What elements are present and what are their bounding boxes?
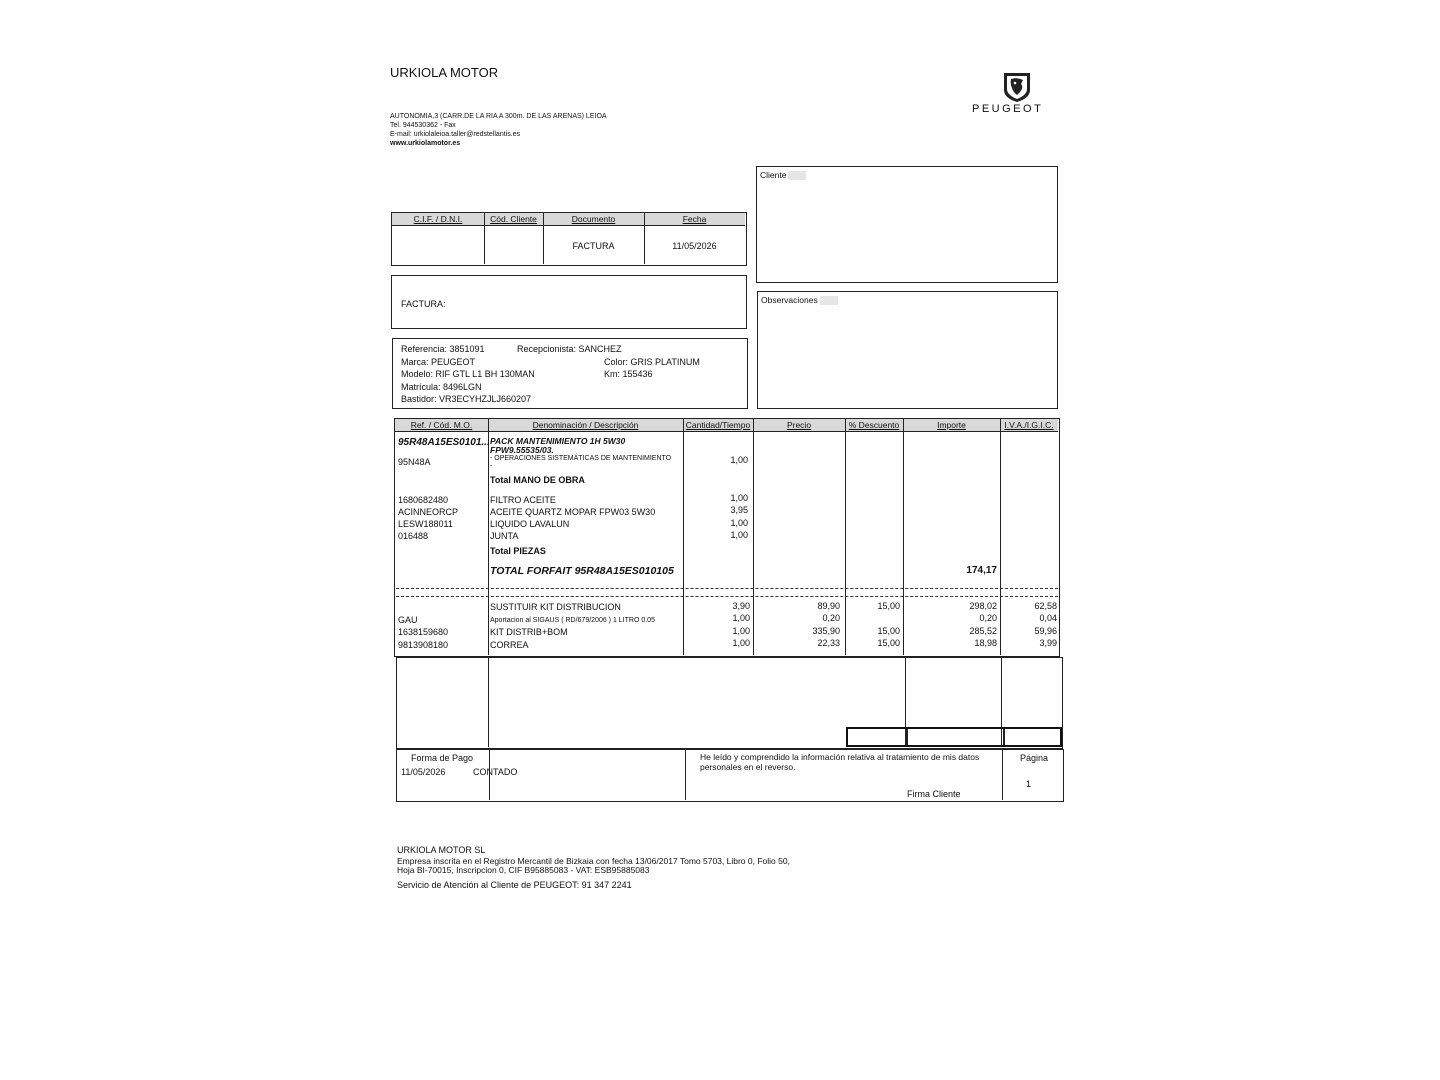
- observaciones-box: [757, 291, 1058, 409]
- legal-registry-line1: Empresa inscrita en el Registro Mercantil de Bizkaia con fecha 13/06/2017 Tomo 5703, Libro 0, Folio 50,: [397, 856, 790, 866]
- cliente-box: [756, 166, 1058, 283]
- item-importe: 18,98: [974, 638, 997, 648]
- item-precio: 0,20: [822, 613, 840, 623]
- redacted-mark: [820, 296, 838, 305]
- company-address: AUTONOMIA,3 (CARR.DE LA RIA A 300m. DE LAS ARENAS) LEIOA: [390, 113, 607, 120]
- separator: [396, 596, 1058, 597]
- item-importe: 285,52: [969, 626, 997, 636]
- document-header-table: [391, 212, 747, 266]
- pack-ref: 95R48A15ES0101...: [398, 437, 490, 448]
- mo-description: - OPERACIONES SISTEMÁTICAS DE MANTENIMIENTO: [490, 455, 672, 462]
- vehicle-marca: Marca: PEUGEOT: [401, 357, 476, 367]
- header-documento: Documento: [543, 213, 644, 226]
- header-cif: C.I.F. / D.N.I.: [392, 213, 484, 226]
- item-precio: 22,33: [817, 638, 840, 648]
- observaciones-label: Observaciones: [761, 295, 818, 305]
- vehicle-box: [392, 338, 748, 409]
- col-header-ref: Ref. / Cód. M.O.: [395, 419, 488, 432]
- cliente-label: Cliente: [760, 170, 787, 180]
- privacy-notice: He leído y comprendido la información relativa al tratamiento de mis datos personales en el reverso.: [700, 752, 980, 772]
- part-ref: ACINNEORCP: [398, 507, 459, 517]
- item-importe: 0,20: [979, 613, 997, 623]
- part-description: JUNTA: [490, 531, 519, 541]
- part-quantity: 1,00: [730, 493, 748, 503]
- item-iva: 0,04: [1039, 613, 1057, 623]
- part-ref: LESW188011: [398, 519, 453, 529]
- company-web: www.urkiolamotor.es: [390, 140, 461, 147]
- header-cod-cliente: Cód. Cliente: [484, 213, 543, 226]
- total-forfait-amount: 174,17: [966, 565, 997, 576]
- vehicle-referencia: Referencia: 3851091: [401, 344, 485, 354]
- total-forfait: TOTAL FORFAIT 95R48A15ES010105: [490, 565, 674, 577]
- vehicle-matricula: Matrícula: 8496LGN: [401, 382, 482, 392]
- forma-pago-label: Forma de Pago: [411, 753, 474, 763]
- col-header-descuento: % Descuento: [845, 419, 903, 432]
- payment-footer-box: [396, 749, 1064, 802]
- peugeot-lion-shield-icon: [1000, 70, 1034, 104]
- page-number: 1: [1026, 779, 1032, 789]
- document-date: 11/05/2026: [672, 241, 717, 251]
- part-quantity: 3,95: [730, 505, 748, 515]
- company-name: URKIOLA MOTOR: [390, 65, 499, 80]
- company-phone: Tel. 944530362 - Fax: [390, 122, 456, 129]
- item-quantity: 3,90: [732, 601, 750, 611]
- legal-registry-line2: Hoja BI-70015, Inscripcion 0, CIF B95885083 - VAT: ESB95885083: [397, 865, 650, 875]
- legal-company: URKIOLA MOTOR SL: [397, 845, 486, 855]
- part-ref: 016488: [398, 531, 429, 541]
- item-description: Aportacion al SIGAUS ( RD/679/2006 ) 1 LITRO 0.05: [490, 617, 655, 624]
- part-ref: 1680682480: [398, 495, 449, 505]
- item-quantity: 1,00: [732, 613, 750, 623]
- factura-label: FACTURA:: [401, 299, 446, 309]
- pagina-label: Página: [1020, 753, 1049, 763]
- mo-dash: -: [490, 463, 493, 470]
- item-quantity: 1,00: [732, 626, 750, 636]
- mo-ref: 95N48A: [398, 457, 431, 467]
- item-iva: 3,99: [1039, 638, 1057, 648]
- vehicle-color: Color: GRIS PLATINUM: [604, 357, 700, 367]
- part-description: ACEITE QUARTZ MOPAR FPW03 5W30: [490, 507, 656, 517]
- company-email: E-mail: urkiolaleioa.taller@redstellantis.es: [390, 131, 521, 138]
- pack-subtitle: FPW9.55535/03.: [490, 445, 554, 455]
- item-iva: 59,96: [1034, 626, 1057, 636]
- vehicle-recepcionista: Recepcionista: SANCHEZ: [517, 344, 622, 354]
- vehicle-modelo: Modelo: RIF GTL L1 BH 130MAN: [401, 369, 535, 379]
- item-description: KIT DISTRIB+BOM: [490, 627, 568, 637]
- total-mano-obra: Total MANO DE OBRA: [490, 475, 585, 485]
- payment-date: 11/05/2026: [401, 767, 446, 777]
- item-iva: 62,58: [1034, 601, 1057, 611]
- item-ref: GAU: [398, 615, 418, 625]
- item-descuento: 15,00: [877, 601, 900, 611]
- header-fecha: Fecha: [644, 213, 745, 226]
- item-description: CORREA: [490, 640, 529, 650]
- pack-title: PACK MANTENIMIENTO 1H 5W30: [490, 436, 626, 446]
- col-header-descripcion: Denominación / Descripción: [488, 419, 683, 432]
- item-importe: 298,02: [969, 601, 997, 611]
- col-header-cantidad: Cantidad/Tiempo: [683, 419, 753, 432]
- part-quantity: 1,00: [730, 530, 748, 540]
- item-ref: 1638159680: [398, 627, 449, 637]
- brand-wordmark: PEUGEOT: [972, 103, 1044, 115]
- payment-method: CONTADO: [473, 767, 518, 777]
- item-ref: 9813908180: [398, 640, 449, 650]
- separator: [396, 588, 1058, 589]
- vehicle-km: Km: 155436: [604, 369, 653, 379]
- item-descuento: 15,00: [877, 626, 900, 636]
- col-header-importe: Importe: [903, 419, 1000, 432]
- item-precio: 335,90: [812, 626, 840, 636]
- document-type: FACTURA: [572, 241, 615, 251]
- totals-boxes: [846, 727, 1062, 747]
- item-quantity: 1,00: [732, 638, 750, 648]
- redacted-mark: [788, 171, 806, 180]
- col-header-iva: I.V.A./I.G.I.C.: [1000, 419, 1058, 432]
- mo-quantity: 1,00: [730, 455, 748, 465]
- firma-cliente-label: Firma Cliente: [907, 789, 961, 799]
- total-piezas: Total PIEZAS: [490, 546, 546, 556]
- item-precio: 89,90: [817, 601, 840, 611]
- col-header-precio: Precio: [753, 419, 845, 432]
- vehicle-bastidor: Bastidor: VR3ECYHZJLJ660207: [401, 394, 532, 404]
- part-quantity: 1,00: [730, 518, 748, 528]
- customer-service: Servicio de Atención al Cliente de PEUGEOT: 91 347 2241: [397, 880, 632, 890]
- part-description: LIQUIDO LAVALUN: [490, 519, 570, 529]
- part-description: FILTRO ACEITE: [490, 495, 556, 505]
- item-description: SUSTITUIR KIT DISTRIBUCION: [490, 602, 621, 612]
- item-descuento: 15,00: [877, 638, 900, 648]
- factura-box: [391, 275, 747, 329]
